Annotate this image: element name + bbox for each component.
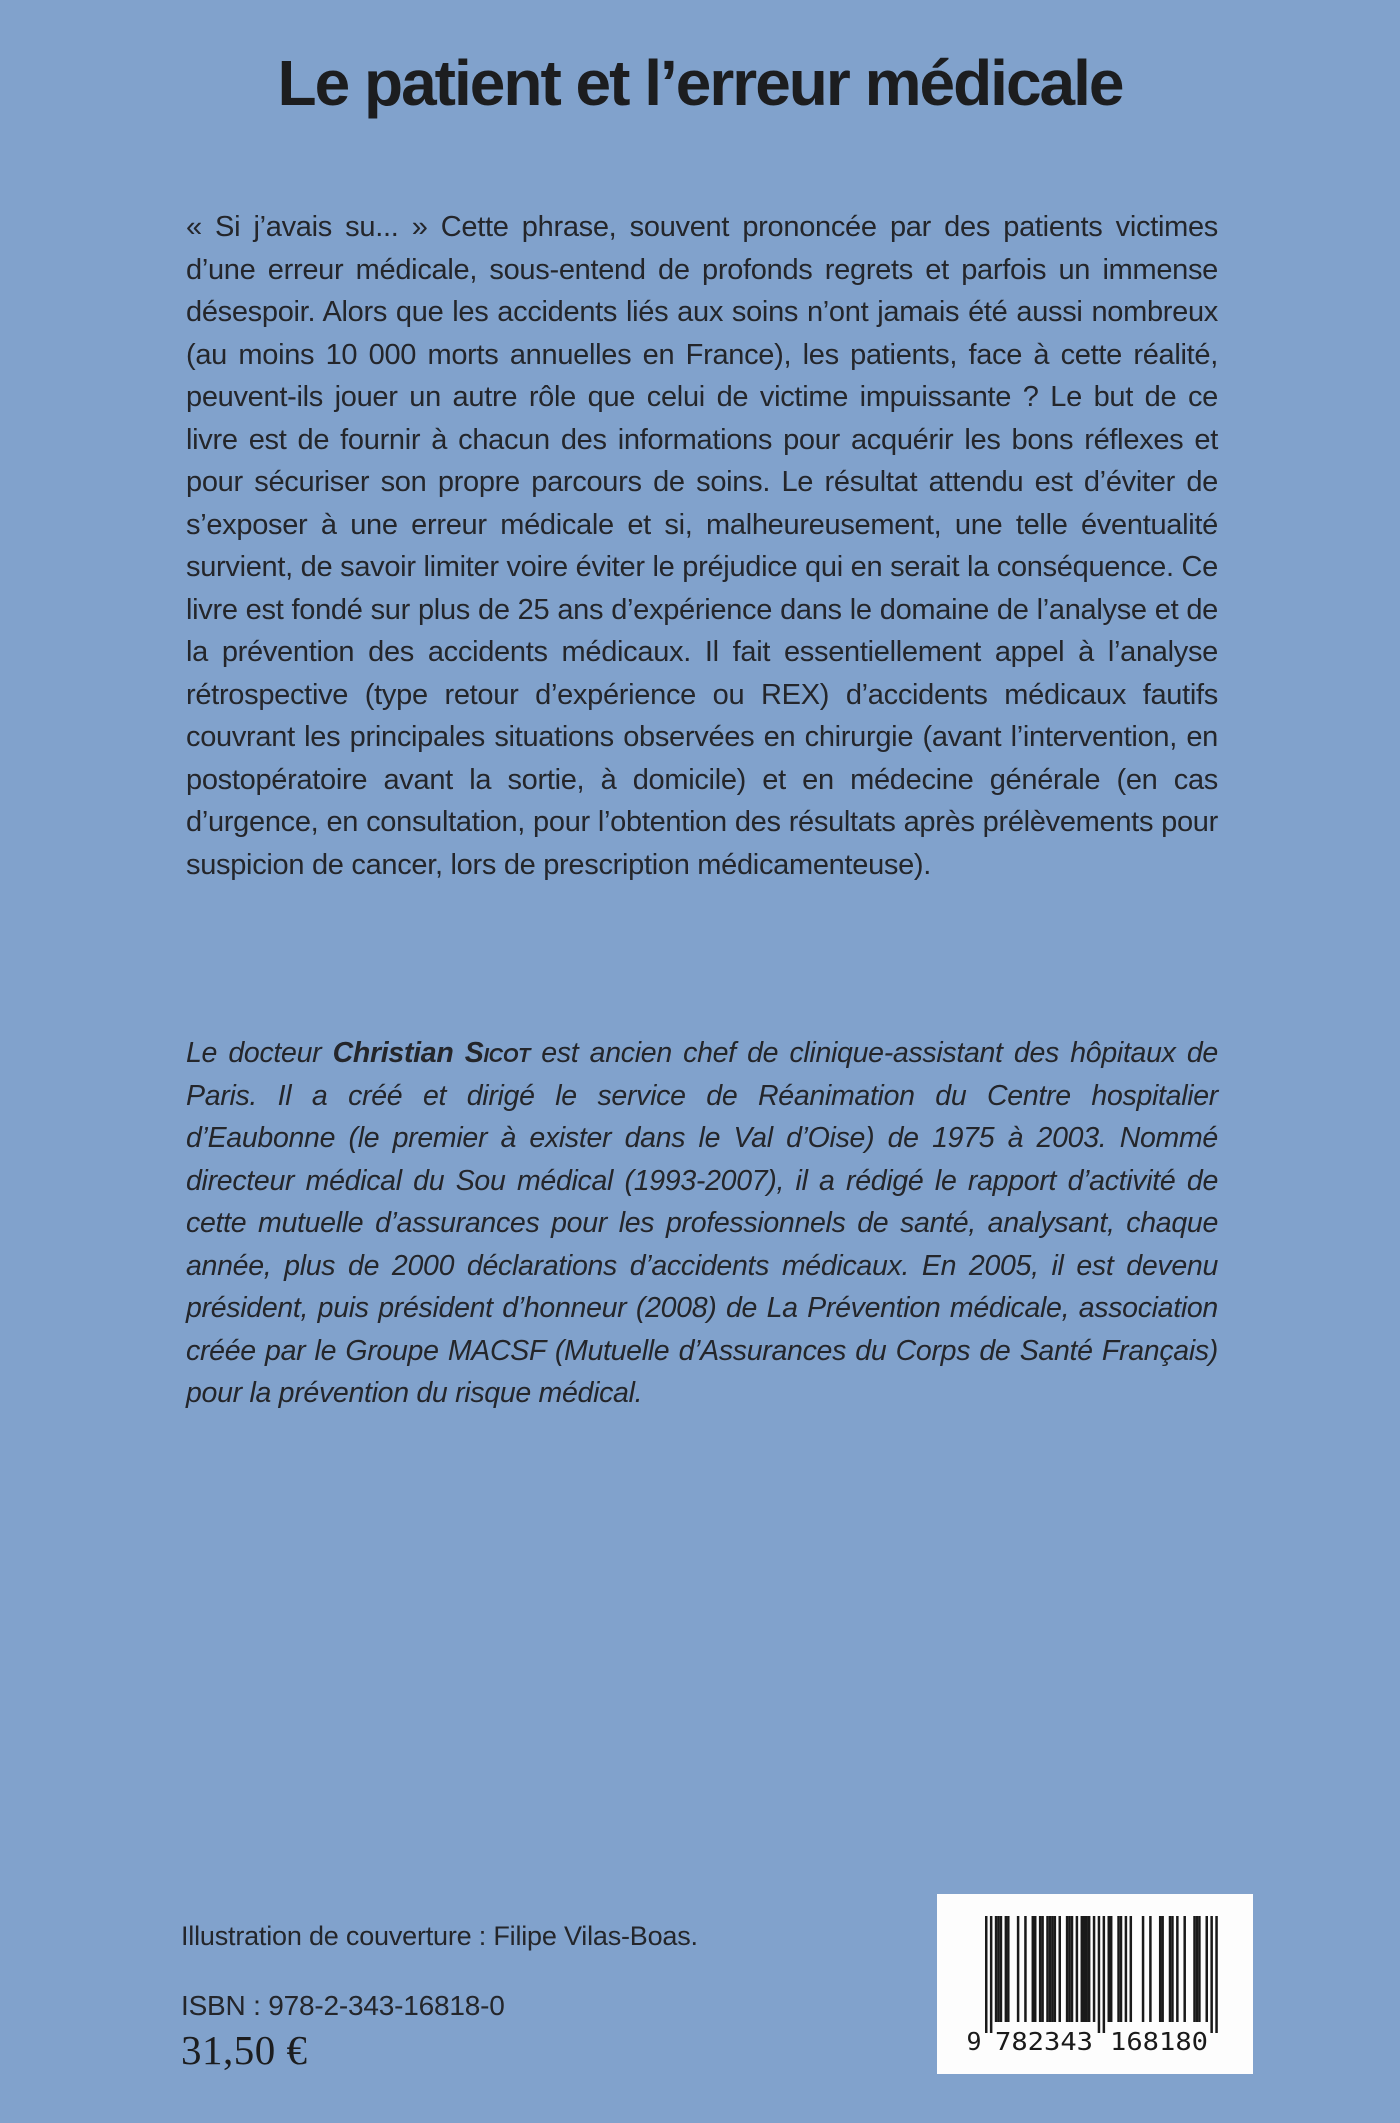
barcode: [937, 1894, 1253, 2074]
author-bio-paragraph: [186, 1032, 1218, 1415]
bio-text: est ancien chef de clinique-assistant des hôpitaux de Paris. Il a créé et dirigé le service de Réanimation du Centre hospitalier d’Eaubonne (le premier à exister dans le Val d’Oise) de 1975 à 2003. Nommé directeur médical du Sou médical (1993-2007), il a rédigé le rapport d’activité de cette mutuelle d’assurances pour les professionnels de santé, analysant, chaque année, plus de 2000 déclarations d’accidents médicaux. En 2005, il est devenu président, puis président d’honneur (2008) de La Prévention médicale, association créée par le Groupe MACSF (Mutuelle d’Assurances du Corps de Santé Français) pour la prévention du risque médical.: [186, 1037, 1218, 1409]
price-text: 31,50 €: [181, 2027, 308, 2073]
isbn-text: ISBN : 978-2-343-16818-0: [181, 1990, 505, 2021]
barcode-digits-right: 168180: [1110, 2027, 1208, 2056]
barcode-bars: [961, 1916, 1241, 2056]
bio-prefix: Le docteur: [186, 1037, 333, 1069]
illustration-credit: Illustration de couverture : Filipe Vilas-Boas.: [181, 1921, 698, 1951]
author-first-name: Christian: [332, 1037, 454, 1069]
barcode-digit-first: 9: [966, 2027, 982, 2056]
synopsis-paragraph: « Si j’avais su... » Cette phrase, souvent prononcée par des patients victimes d’une erreur médicale, sous-entend de profonds regrets et parfois un immense désespoir. Alors que les accidents liés aux soins n’ont jamais été aussi nombreux (au moins 10 000 morts annuelles en France), les patients, face à cette réalité, peuvent-ils jouer un autre rôle que celui de victime impuissante ? Le but de ce livre est de fournir à chacun des informations pour acquérir les bons réflexes et pour sécuriser son propre parcours de soins. Le résultat attendu est d’éviter de s’exposer à une erreur médicale et si, malheureusement, une telle éventualité survient, de savoir limiter voire éviter le préjudice qui en serait la conséquence. Ce livre est fondé sur plus de 25 ans d’expérience dans le domaine de l’analyse et de la prévention des accidents médicaux. Il fait essentiellement appel à l’analyse rétrospective (type retour d’expérience ou REX) d’accidents médicaux fautifs couvrant les principales situations observées en chirurgie (avant l’intervention, en postopératoire avant la sortie, à domicile) et en médecine générale (en cas d’urgence, en consultation, pour l’obtention des résultats après prélèvements pour suspicion de cancer, lors de prescription médicamenteuse).: [186, 211, 1218, 881]
author-last-name: Sicot: [464, 1037, 531, 1069]
author-name: [333, 1037, 530, 1069]
barcode-digits-left: 782343: [995, 2027, 1093, 2056]
book-title: Le patient et l’erreur médicale: [277, 47, 1123, 119]
